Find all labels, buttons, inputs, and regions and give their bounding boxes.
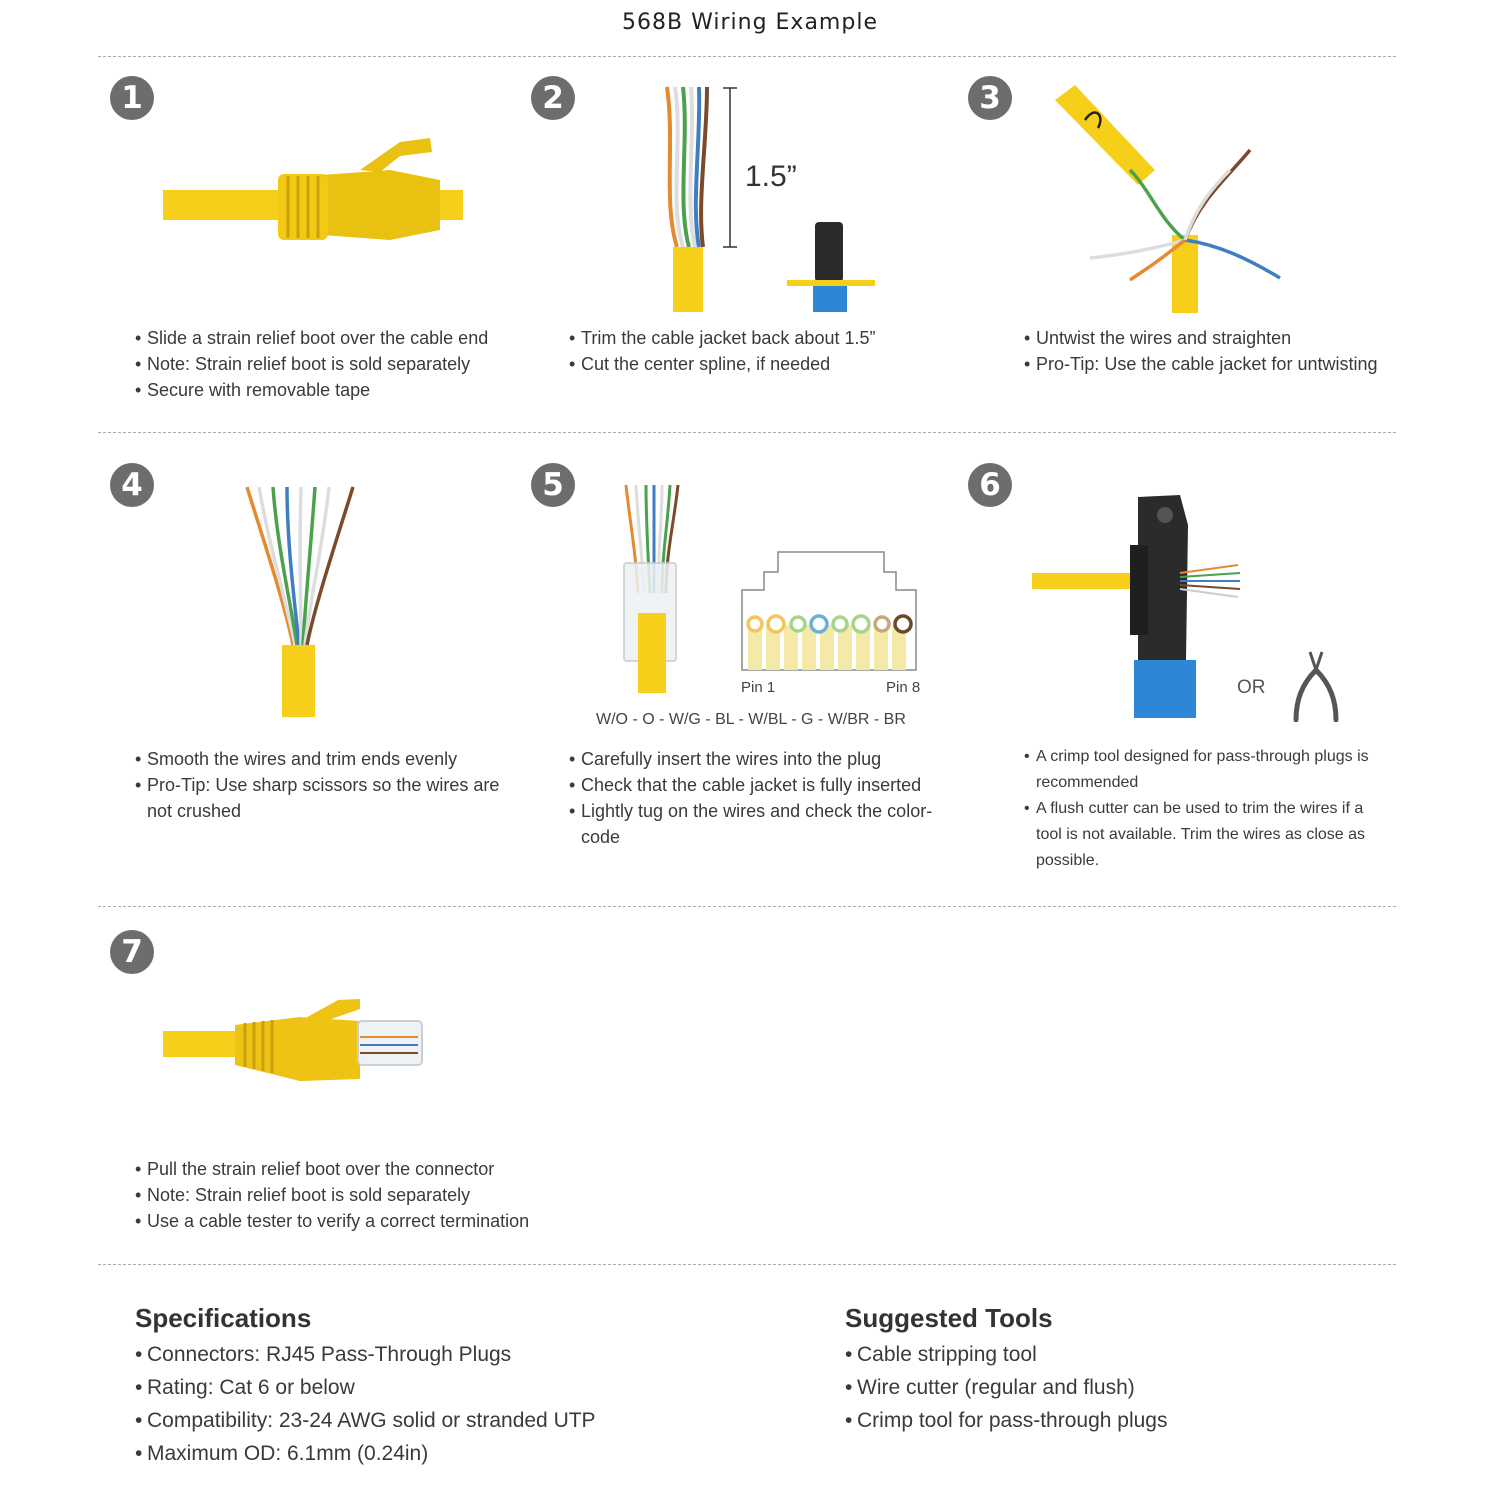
- list-item: • Note: Strain relief boot is sold separately: [135, 351, 535, 377]
- list-item: • Use a cable tester to verify a correct termination: [135, 1208, 575, 1234]
- list-item: • Carefully insert the wires into the plug: [569, 746, 954, 772]
- step-3-badge: 3: [968, 76, 1012, 120]
- straightened-wires-illustration: [235, 485, 365, 717]
- list-item: • Connectors: RJ45 Pass-Through Plugs: [135, 1338, 695, 1371]
- list-item: • Cable stripping tool: [845, 1338, 1345, 1371]
- suggested-tools-heading: Suggested Tools: [845, 1303, 1053, 1333]
- list-item: • Pull the strain relief boot over the connector: [135, 1156, 575, 1182]
- crimp-tool-illustration: [1030, 485, 1250, 720]
- divider: [98, 906, 1396, 907]
- list-item: • Note: Strain relief boot is sold separately: [135, 1182, 575, 1208]
- step-6-badge: 6: [968, 463, 1012, 507]
- step-3-instructions: [1024, 325, 1414, 377]
- or-label: OR: [1237, 677, 1266, 698]
- list-item: • A flush cutter can be used to trim the wires if a tool is not available. Trim the wires as close as possible.: [1024, 796, 1389, 874]
- divider: [98, 432, 1396, 433]
- step-5-instructions: [569, 746, 954, 850]
- step-2-instructions: [569, 325, 949, 377]
- step-1-instructions: [135, 325, 535, 403]
- stripped-cable-illustration: [655, 82, 895, 314]
- list-item: • Wire cutter (regular and flush): [845, 1371, 1345, 1404]
- list-item: • Secure with removable tape: [135, 377, 535, 403]
- step-7-instructions: [135, 1156, 575, 1234]
- list-item: • Maximum OD: 6.1mm (0.24in): [135, 1437, 695, 1470]
- measurement-label: 1.5”: [745, 160, 797, 193]
- list-item: • Slide a strain relief boot over the cable end: [135, 325, 535, 351]
- divider: [98, 56, 1396, 57]
- specifications-heading: Specifications: [135, 1303, 312, 1333]
- step-7-badge: 7: [110, 930, 154, 974]
- list-item: • Check that the cable jacket is fully inserted: [569, 772, 954, 798]
- list-item: • Untwist the wires and straighten: [1024, 325, 1414, 351]
- flush-cutter-icon: [1290, 648, 1342, 722]
- list-item: • Crimp tool for pass-through plugs: [845, 1404, 1345, 1437]
- list-item: • Rating: Cat 6 or below: [135, 1371, 695, 1404]
- step-5-badge: 5: [531, 463, 575, 507]
- list-item: • Compatibility: 23-24 AWG solid or stranded UTP: [135, 1404, 695, 1437]
- list-item: • Cut the center spline, if needed: [569, 351, 949, 377]
- list-item: • Trim the cable jacket back about 1.5”: [569, 325, 949, 351]
- step-4-instructions: [135, 746, 505, 824]
- finished-connector-illustration: [160, 995, 430, 1085]
- step-1-badge: 1: [110, 76, 154, 120]
- list-item: • Pro-Tip: Use the cable jacket for untwisting: [1024, 351, 1414, 377]
- pinout-diagram: [740, 550, 918, 674]
- list-item: • Pro-Tip: Use sharp scissors so the wires are not crushed: [135, 772, 505, 824]
- step-2-badge: 2: [531, 76, 575, 120]
- boot-on-cable-illustration: [160, 130, 470, 250]
- divider: [98, 1264, 1396, 1265]
- pin-8-label: Pin 8: [886, 679, 921, 696]
- specifications-list: [135, 1338, 695, 1470]
- list-item: • A crimp tool designed for pass-through plugs is recommended: [1024, 744, 1389, 796]
- page-title: 568B Wiring Example: [622, 10, 878, 35]
- step-4-badge: 4: [110, 463, 154, 507]
- list-item: • Lightly tug on the wires and check the color-code: [569, 798, 954, 850]
- list-item: • Smooth the wires and trim ends evenly: [135, 746, 505, 772]
- color-code-sequence: W/O - O - W/G - BL - W/BL - G - W/BR - BR: [596, 711, 906, 728]
- step-6-instructions: [1024, 744, 1389, 874]
- untwisting-wires-illustration: [1050, 80, 1300, 315]
- suggested-tools-list: [845, 1338, 1345, 1437]
- plug-insertion-illustration: [618, 483, 688, 693]
- pin-1-label: Pin 1: [741, 679, 776, 696]
